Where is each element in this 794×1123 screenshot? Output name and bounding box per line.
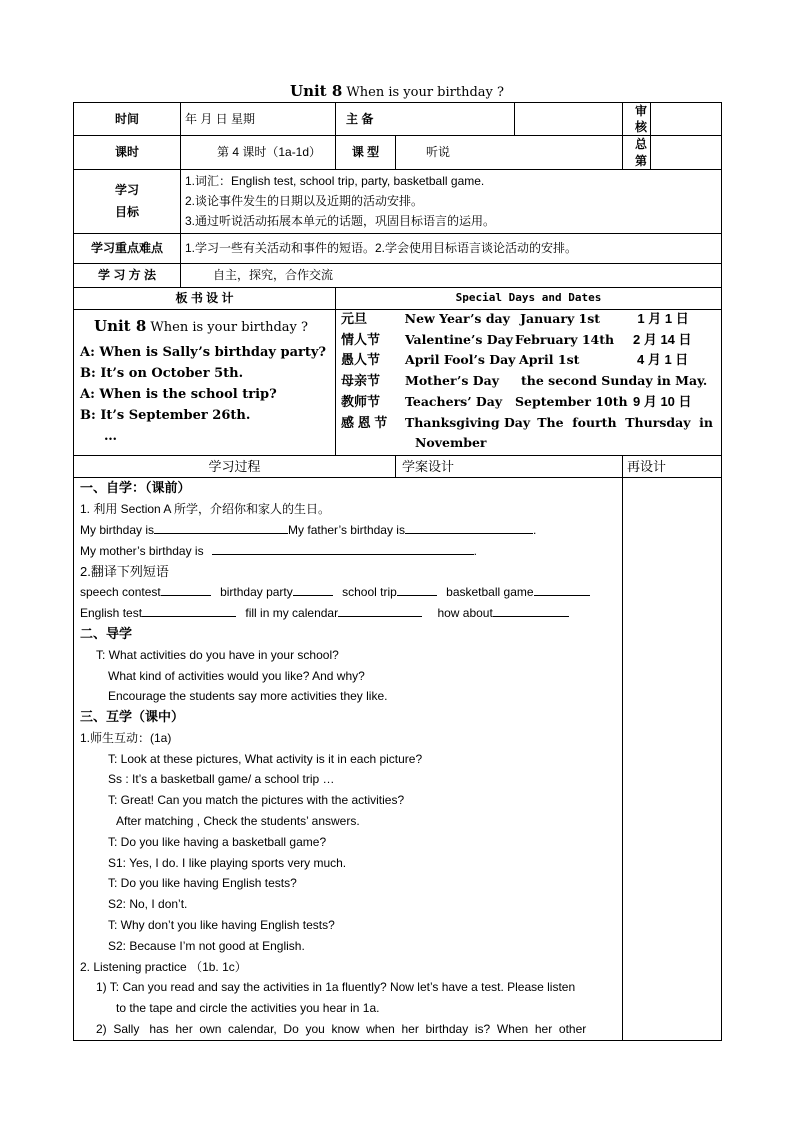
- special-day-row: 感 恩 节 Thanksgiving Day The fourth Thursday in: [341, 414, 713, 430]
- header-row-1: [74, 103, 722, 136]
- s3-line: T: Great! Can you match the pictures with the activities?: [108, 793, 405, 808]
- zong-value: [651, 136, 722, 169]
- s3-sub-2: 2. Listening practice （1b. 1c）: [80, 959, 247, 974]
- father-birthday-blank: [405, 522, 533, 534]
- mother-birthday-blank: [212, 543, 474, 555]
- process-content-row: [74, 478, 722, 1041]
- methods-value: 自主，探究，合作交流: [181, 263, 722, 287]
- kexing-value: 听说: [396, 136, 623, 169]
- special-days-title: Special Days and Dates: [336, 287, 722, 309]
- s2-line: Encourage the students say more activities they like.: [108, 689, 388, 704]
- birthday-fill-row: My birthday is My father’s birthday is .: [80, 522, 537, 537]
- s3-sub-1: 1.师生互动：(1a): [80, 730, 172, 745]
- zhubei-label: 主 备: [336, 103, 515, 136]
- section-3-title: 三、互学（课中）: [80, 709, 185, 725]
- header-row-2: [74, 136, 722, 169]
- dialogue-line: B: It’s on October 5th.: [80, 366, 244, 382]
- time-value: 年 月 日 星期: [181, 103, 336, 136]
- shenhe-value: [651, 103, 722, 136]
- goals-list: [181, 169, 722, 233]
- s3-line: S2: Because I’m not good at English.: [108, 938, 305, 953]
- special-day-row: 教师节 Teachers’ Day September 10th 9 月 10 日: [341, 393, 692, 409]
- section-1-title: 一、自学：（课前）: [80, 480, 191, 496]
- process-col3: 再设计: [623, 456, 722, 478]
- keshi-label: 课时: [74, 136, 181, 169]
- listening-1b: to the tape and circle the activities you hear in 1a.: [116, 1001, 380, 1016]
- phrases-row-1: speech contest birthday party school trip basketball game: [80, 582, 618, 603]
- s2-line: T: What activities do you have in your school?: [96, 647, 339, 662]
- key-points-row: [74, 233, 722, 263]
- methods-label: 学 习 方 法: [74, 263, 181, 287]
- special-day-row-cont: November: [415, 434, 487, 450]
- s3-line: T: Do you like having English tests?: [108, 876, 297, 891]
- board-content-row: [74, 309, 722, 456]
- redesign-column: [623, 478, 722, 1041]
- key-points-label: 学习重点难点: [74, 233, 181, 263]
- shenhe-label: 审 核: [623, 103, 651, 136]
- lesson-plan-table: [73, 102, 722, 1041]
- s3-line: S2: No, I don’t.: [108, 897, 188, 912]
- time-label: 时间: [74, 103, 181, 136]
- dialogue-lines: [80, 342, 331, 447]
- process-content: [74, 478, 623, 1041]
- board-dialogue: [74, 309, 336, 456]
- special-day-row: 情人节 Valentine’s Day February 14th 2 月 14 日: [341, 331, 692, 347]
- goal-item: 2.谈论事件发生的日期以及近期的活动安排。: [185, 194, 424, 209]
- kexing-label: 课 型: [336, 136, 396, 169]
- goals-row: [74, 169, 722, 233]
- board-unit-title: Unit 8 When is your birthday ?: [94, 316, 309, 335]
- zhubei-value: [515, 103, 623, 136]
- mother-birthday-row: My mother’s birthday is .: [80, 543, 477, 558]
- key-points-value: 1.学习一些有关活动和事件的短语。2.学会使用目标语言谈论活动的安排。: [181, 233, 722, 263]
- dialogue-line: B: It’s September 26th.: [80, 408, 251, 424]
- s2-line: What kind of activities would you like? And why?: [108, 668, 365, 683]
- phrases-row-2: English test fill in my calendar how about: [80, 603, 618, 624]
- board-header-row: [74, 287, 722, 309]
- process-col2: 学案设计: [396, 456, 623, 478]
- board-label: 板 书 设 计: [74, 287, 336, 309]
- section-2-title: 二、导学: [80, 625, 133, 641]
- special-day-row: 母亲节 Mother’s Day the second Sunday in May.: [341, 373, 708, 389]
- my-birthday-blank: [154, 522, 288, 534]
- goals-label: 学习 目标: [74, 169, 181, 233]
- goal-item: 3.通过听说活动拓展本单元的话题，巩固目标语言的运用。: [185, 214, 496, 229]
- s3-line: S1: Yes, I do. I like playing sports very much.: [108, 855, 347, 870]
- methods-row: [74, 263, 722, 287]
- goal-item: 1.词汇：English test, school trip, party, basketball game.: [185, 174, 485, 189]
- process-col1: 学习过程: [74, 456, 396, 478]
- s1-question-1: 1. 利用 Section A 所学，介绍你和家人的生日。: [80, 502, 331, 517]
- dialogue-line: …: [104, 429, 117, 445]
- special-day-row: 愚人节 April Fool’s Day April 1st 4 月 1 日: [341, 352, 689, 368]
- s3-line: After matching , Check the students’ answers.: [116, 814, 360, 829]
- keshi-value: 第 4 课时（1a-1d）: [181, 136, 336, 169]
- listening-1a: 1) T: Can you read and say the activities in 1a fluently? Now let’s have a test. Please listen: [96, 980, 576, 995]
- dialogue-line: A: When is the school trip?: [80, 387, 277, 403]
- zong-label: 总 第: [623, 136, 651, 169]
- s1-question-2: 2.翻译下列短语: [80, 563, 169, 579]
- dialogue-line: A: When is Sally’s birthday party?: [80, 345, 327, 361]
- s3-line: T: Look at these pictures, What activity is it in each picture?: [108, 751, 423, 766]
- s3-line: T: Do you like having a basketball game?: [108, 834, 327, 849]
- s3-line: T: Why don’t you like having English tests?: [108, 918, 335, 933]
- process-header-row: [74, 456, 722, 478]
- special-days-list: [336, 309, 722, 456]
- listening-2: 2) Sally has her own calendar, Do you know when her birthday is? When her other: [96, 1022, 587, 1037]
- special-day-row: 元旦 New Year’s day January 1st 1 月 1 日: [341, 310, 689, 326]
- s3-line: Ss : It’s a basketball game/ a school trip …: [108, 772, 335, 787]
- page-title: Unit 8 When is your birthday ?: [289, 82, 504, 100]
